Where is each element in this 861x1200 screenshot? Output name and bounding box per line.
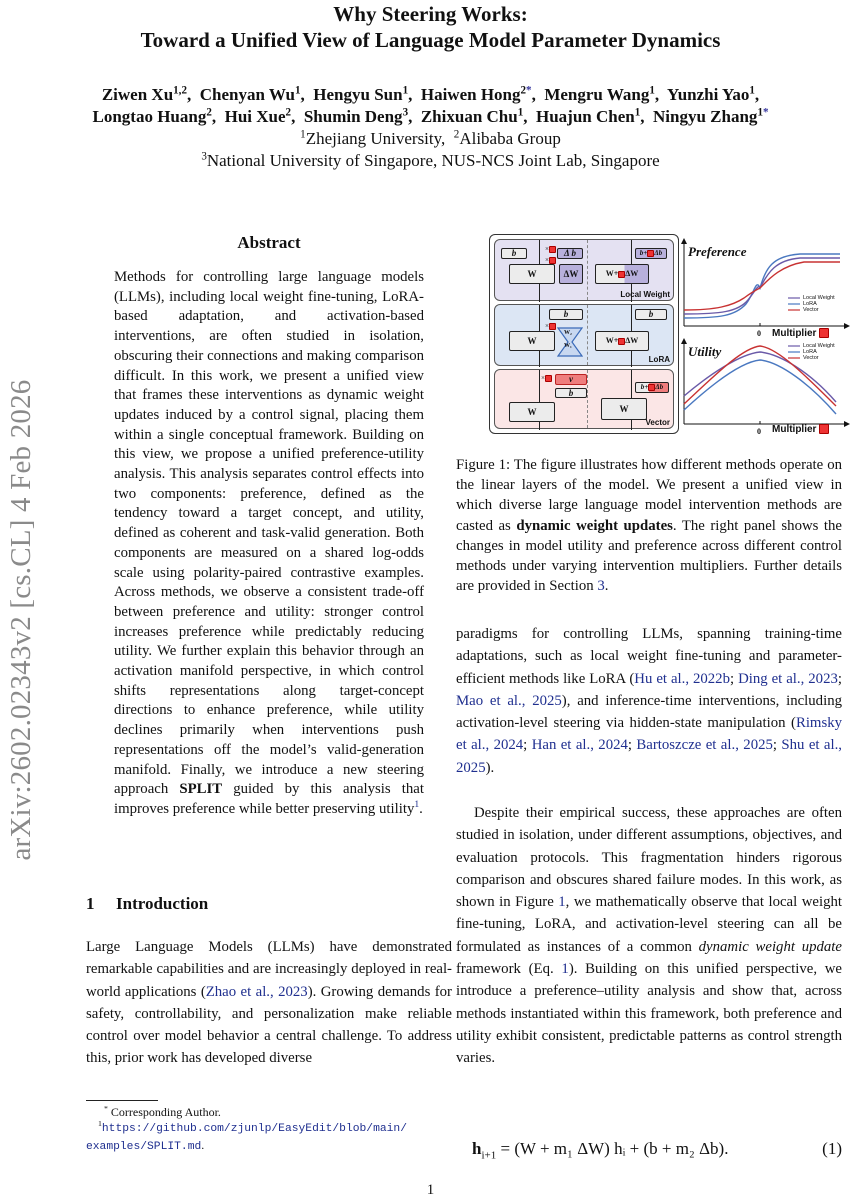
abstract-body: Methods for controlling large language models (LLMs), including local weight fine-tuning, LoRA-based adaptation, and activation-based interventions, are often studied in isolation, obscuring their connections and making comparison difficult. In this work, we present a unified view that frames these interventions as dynamic weight updates induced by a control signal, placing them within a single conceptual framework. Building on this view, we propose a unified preference-utility analysis. This analysis separates control effects into two components: preference, defined as the tendency toward a target concept, and utility, defined as coherent and task-valid generation. Both components are measured on a shared log-odds scale using polarity-paired contrastive examples. Across methods, we observe a consistent trade-off between preference and utility: stronger control increases preference while predictably reducing utility. We further explain this behavior through an activation manifold perspective, in which control shifts representations along target-concept directions to enhance preference, while utility declines primarily when interventions push representations off the model’s valid-generation manifold. Finally, we introduce a new steering approach SPLIT guided by this analysis that improves preference while better preserving utility$^1$. — [114, 269, 424, 817]
delta-bias-box: Δ b — [557, 248, 583, 259]
multiplier-m-icon — [549, 323, 556, 330]
citation-link[interactable]: Bartoszcze et al., 2025 — [636, 737, 773, 754]
citation-link[interactable]: Rimsky et al., 2024 — [456, 715, 842, 754]
author: Shumin Deng$^3$ — [303, 106, 409, 126]
multiplier-m-icon — [545, 375, 552, 382]
paper-title-line2: Toward a Unified View of Language Model Parameter Dynamics — [140, 28, 721, 52]
bias-box: b — [635, 309, 667, 320]
footnote-rule — [86, 1100, 158, 1101]
intro-paragraph-2: Despite their empirical success, these approaches are often studied in isolation, under different assumptions, objectives, and evaluation protocols. This fragmentation hinders rigorous comparison and obscures shared failure modes. In this work, as shown in Figure 1, we mathematically observe that local weight fine-tuning, LoRA, and activation-level steering can all be formulated as instances of a common dynamic weight update framework (Eq. 1). Building on this unified perspective, we introduce a preference–utility analysis and show that, across methods instantiated within this framework, both preference and utility exhibit consistent, predictable patterns as control strength varies. — [456, 805, 842, 1067]
multiplier-m-icon — [819, 424, 829, 434]
author: Zhixuan Chu$^1$ — [420, 106, 524, 126]
corresponding-star-link[interactable]: * — [526, 84, 532, 97]
authors-line1: Ziwen Xu$^{1,2}$, Chenyan Wu$^1$, Hengyu Sun$^1$, Haiwen Hong$^{2*}$, Mengru Wang$^1$, Yunzhi Yao$^1$, — [101, 84, 760, 104]
intro-paragraph-1-cont: paradigms for controlling LLMs, spanning training-time adaptations, such as local weight fine-tuning and parameter-efficient methods like LoRA (Hu et al., 2022b; Ding et al., 2023; Mao et al., 2025), and inference-time interventions, including activation-level steering via hidden-state manipulation (Rimsky et al., 2024; Han et al., 2024; Bartoszcze et al., 2025; Shu et al., 2025). — [456, 626, 842, 776]
panel-local-weight — [494, 239, 674, 301]
equation-1: $h_{i+1} = (W + m_1$ ΔW) hᵢ + (b + m₂ Δb). (1) — [472, 1139, 842, 1162]
panel-label: Vector — [645, 418, 670, 427]
figure-ref-link[interactable]: 1 — [558, 894, 566, 911]
affiliations-line2: $^3$National University of Singapore, NUS-NCS Joint Lab, Singapore — [201, 150, 660, 170]
x-axis-label: Multiplier — [772, 328, 829, 339]
bias-box: b — [549, 309, 583, 320]
section-heading-introduction: 1 Introduction — [86, 894, 209, 913]
citation-link[interactable]: Hu et al., 2022b — [634, 670, 730, 687]
citation-link[interactable]: Mao et al., 2025 — [456, 692, 562, 709]
page-number: 1 — [426, 1182, 435, 1198]
lora-w1-label: W₁ — [564, 343, 572, 349]
citation-link[interactable]: Ding et al., 2023 — [738, 670, 838, 687]
bias-box: b — [555, 388, 587, 398]
x-tick-zero: 0 — [757, 329, 761, 338]
merged-bias-box: b+ Δb — [635, 248, 667, 259]
legend-lora: LoRA — [803, 301, 817, 307]
author: Huajun Chen$^1$ — [536, 106, 641, 126]
bias-box: b — [501, 248, 527, 259]
multiplier-m-icon — [618, 338, 625, 345]
x-axis-label: Multiplier — [772, 424, 829, 435]
github-link[interactable]: https://github.com/zjunlp/EasyEdit/blob/main/ — [101, 1123, 407, 1135]
divider — [587, 305, 588, 365]
equation-number: (1) — [822, 1139, 842, 1158]
merged-bias-box: b+ Δb — [635, 382, 669, 393]
abstract-heading: Abstract — [237, 233, 301, 252]
merged-weight-box: W+ ΔW — [595, 331, 649, 351]
figure1-charts — [680, 236, 850, 436]
legend-vector: Vector — [803, 307, 819, 313]
weight-box: W — [509, 402, 555, 422]
affiliations-line1: $^1$Zhejiang University, $^2$Alibaba Group — [300, 128, 561, 148]
footnote-link[interactable]: 1 — [414, 799, 420, 811]
legend-vector: Vector — [803, 355, 819, 361]
divider — [587, 240, 588, 300]
author: Yunzhi Yao$^1$ — [667, 84, 755, 104]
multiplier-m-icon — [549, 257, 556, 264]
section-ref-link[interactable]: 3 — [597, 578, 605, 595]
citation-link[interactable]: Zhao et al., 2023 — [205, 983, 308, 1000]
panel-vector — [494, 369, 674, 429]
merged-weight-box: W+ ΔW — [595, 264, 649, 284]
author: Hengyu Sun$^1$ — [313, 84, 409, 104]
github-link-cont[interactable]: examples/SPLIT.md — [86, 1141, 202, 1153]
delta-weight-box: ΔW — [559, 264, 583, 284]
multiplier-m-icon — [549, 246, 556, 253]
legend-local-weight: Local Weight — [803, 343, 835, 349]
figure1-caption: Figure 1: The figure illustrates how different methods operate on the linear layers of the model. We present a unified view in which diverse large language model intervention methods are casted as dynamic weight updates. The right panel shows the changes in model utility and preference across different control methods under varying intervention multipliers. Further details are provided in Section 3. — [456, 457, 843, 595]
weight-box: W — [601, 398, 647, 420]
multiplier-marker: × — [541, 374, 552, 382]
x-tick-zero: 0 — [757, 427, 761, 436]
author: Haiwen Hong$^{2*}$ — [420, 84, 532, 104]
author: Mengru Wang$^1$ — [544, 84, 655, 104]
panel-lora — [494, 304, 674, 366]
footnote-corresponding: * Corresponding Author. — [104, 1104, 221, 1119]
citation-link[interactable]: Han et al., 2024 — [531, 737, 628, 754]
panel-label: Local Weight — [620, 290, 670, 299]
paper-title-line1: Why Steering Works: — [333, 2, 528, 26]
multiplier-marker: × — [545, 322, 556, 330]
arxiv-stamp: arXiv:2602.02343v2 [cs.CL] 4 Feb 2026 — [5, 379, 37, 861]
footnote-1: $^1$https://github.com/zjunlp/EasyEdit/blob/main/ examples/SPLIT.md. — [86, 1119, 407, 1153]
multiplier-marker: × — [545, 256, 556, 264]
legend-local-weight: Local Weight — [803, 295, 835, 301]
lora-w2-label: W₂ — [564, 330, 572, 336]
multiplier-marker: × — [545, 245, 556, 253]
intro-paragraph-1: Large Language Models (LLMs) have demonstrated remarkable capabilities and are increasingly deployed in real-world applications (Zhao et al., 2023). Growing demands for safety, controllability, and personalization make reliable control over model behavior a central challenge. To address this, prior work has developed diverse — [86, 939, 452, 1067]
figure1-diagram — [489, 234, 679, 434]
steering-vector-box: v — [555, 374, 587, 385]
panel-label: LoRA — [648, 355, 670, 364]
author: Ningyu Zhang$^{1*}$ — [653, 106, 769, 126]
chart-title-utility: Utility — [688, 344, 722, 359]
preference-chart — [680, 236, 850, 336]
author: Hui Xue$^2$ — [224, 106, 292, 126]
corresponding-star-link[interactable]: * — [762, 106, 769, 119]
citation-link[interactable]: Shu et al., 2025 — [456, 737, 842, 776]
multiplier-m-icon — [618, 271, 625, 278]
author: Ziwen Xu$^{1,2}$ — [101, 84, 187, 104]
author: Chenyan Wu$^1$ — [199, 84, 301, 104]
weight-box: W — [509, 264, 555, 284]
chart-title-preference: Preference — [688, 244, 747, 259]
authors-line2: Longtao Huang$^2$, Hui Xue$^2$, Shumin Deng$^3$, Zhixuan Chu$^1$, Huajun Chen$^1$, Ningyu Zhang$^{1*}$ — [92, 106, 769, 126]
equation-ref-link[interactable]: 1 — [561, 961, 569, 978]
utility-chart — [680, 336, 850, 436]
author: Longtao Huang$^2$ — [92, 106, 212, 126]
legend-lora: LoRA — [803, 349, 817, 355]
weight-box: W — [509, 331, 555, 351]
divider — [587, 370, 588, 428]
